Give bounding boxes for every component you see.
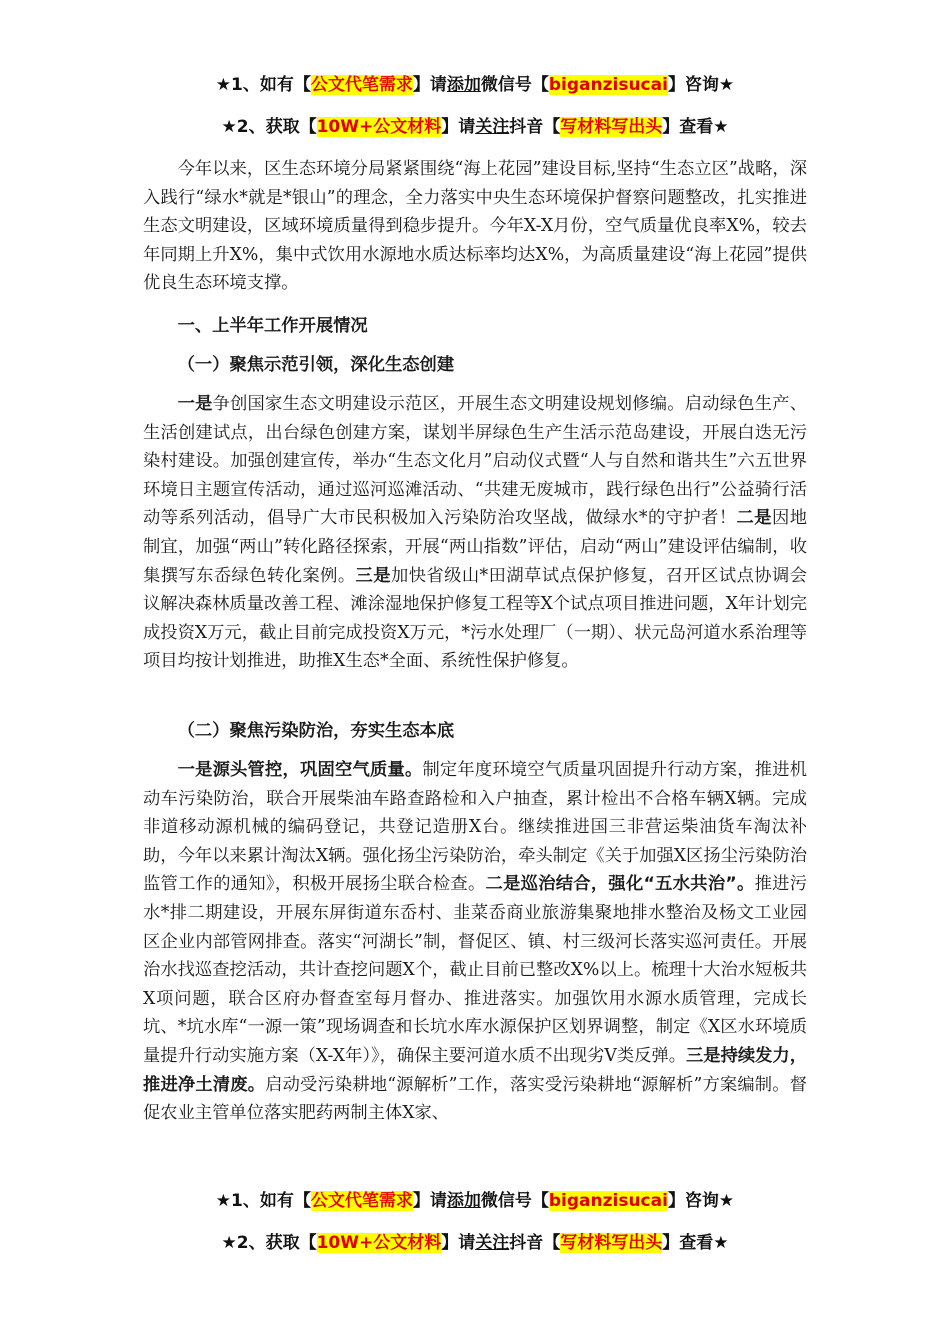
banner-text: ★1、如有【 <box>215 75 311 95</box>
banner-highlight: biganzisucai <box>548 1191 668 1211</box>
banner-text: 微信号【 <box>480 1191 549 1211</box>
paragraph-text: 制定年度环境空气质量巩固提升行动方案，推进机动车污染防治，联合开展柴油车路查路检和入户抽查，累计检出不合格车辆X辆。完成非道移动源机械的编码登记，共登记造册X台。继续推进国三非营运柴油货车淘汰补助，今年以来累计淘汰X辆。强化扬尘污染防治，牵头制定《关于加强X区扬尘污染防治监管工作的通知》，积极开展扬尘联合检查。 <box>143 760 808 895</box>
banner-highlight: 写材料写出头 <box>560 1233 663 1253</box>
paragraph-text: 启动受污染耕地“源解析”工作，落实受污染耕地“源解析”方案编制。督促农业主管单位落实肥药两制主体X家、 <box>143 1074 807 1124</box>
top-banner-line-1 <box>0 70 950 95</box>
banner-text: 】请 <box>412 75 447 95</box>
banner-text: 】查看★ <box>662 117 729 137</box>
bold-lead: 三是 <box>355 565 391 586</box>
paragraph-text: 争创国家生态文明建设示范区，开展生态文明建设规划修编。启动绿色生产、生活创建试点，出台绿色创建方案，谋划半屏绿色生产生活示范岛建设，开展白迭无污染村建设。加强创建宣传，举办“生态文化月”启动仪式暨“人与自然和谐共生”六五世界环境日主题宣传活动，通过巡河巡滩活动、“共建无废城市，践行绿色出行”公益骑行活动等系列活动，倡导广大市民积极加入污染防治攻坚战，做绿水*的守护者！ <box>143 394 807 529</box>
bold-lead: 一是源头管控，巩固空气质量。 <box>177 760 423 780</box>
banner-text: 】请 <box>412 1191 447 1211</box>
top-banner-line-2 <box>0 112 950 137</box>
bold-lead: 一是 <box>177 394 213 414</box>
bottom-banner-line-2 <box>0 1228 950 1253</box>
bold-lead: 二是巡治结合，强化“五水共治”。 <box>485 874 755 895</box>
bottom-banner-line-1 <box>0 1186 950 1211</box>
subsection-1-paragraph <box>143 390 807 676</box>
banner-text: 】查看★ <box>662 1233 729 1253</box>
intro-paragraph: 今年以来，区生态环境分局紧紧围绕“海上花园”建设目标,坚持“生态立区”战略，深入践行“绿水*就是*银山”的理念，全力落实中央生态环境保护督察问题整改，扎实推进生态文明建设，区域环境质量得到稳步提升。今年X-X月份，空气质量优良率X%，较去年同期上升X%，集中式饮用水源地水质达标率均达X%，为高质量建设“海上花园”提供优良生态环境支撑。 <box>143 159 807 294</box>
bold-lead: 二是 <box>736 508 772 529</box>
paragraph-text: 加快省级山*田湖草试点保护修复，召开区试点协调会议解决森林质量改善工程、滩涂湿地保护修复工程等X个试点项目推进问题，X年计划完成投资X万元，截止目前完成投资X万元，*污水处理厂（一期）、状元岛河道水系治理等项目均按计划推进，助推X生态*全面、系统性保护修复。 <box>143 565 808 672</box>
banner-text: ★2、获取【 <box>221 1233 317 1253</box>
subsection-2-paragraph <box>143 756 807 1128</box>
banner-highlight: 10W+公文材料 <box>316 1233 442 1253</box>
banner-text: 】请 <box>441 1233 476 1253</box>
banner-text: 】咨询★ <box>667 1191 735 1211</box>
banner-text: ★1、如有【 <box>215 1191 311 1211</box>
banner-underlined: 关注 <box>475 117 510 137</box>
subsection-heading-1: （一）聚焦示范引领，深化生态创建 <box>177 355 455 375</box>
subsection-heading-2: （二）聚焦污染防治，夯实生态本底 <box>177 721 455 741</box>
banner-text: 】咨询★ <box>667 75 735 95</box>
banner-text: 抖音【 <box>509 1233 561 1253</box>
banner-highlight: 公文代笔需求 <box>310 1191 413 1211</box>
banner-highlight: biganzisucai <box>548 75 668 95</box>
section-heading: 一、上半年工作开展情况 <box>177 316 368 336</box>
banner-underlined: 添加 <box>446 75 481 95</box>
banner-highlight: 公文代笔需求 <box>310 75 413 95</box>
banner-text: 抖音【 <box>509 117 561 137</box>
banner-underlined: 关注 <box>475 1233 510 1253</box>
banner-text: 】请 <box>441 117 476 137</box>
banner-text: 微信号【 <box>480 75 549 95</box>
banner-text: ★2、获取【 <box>221 117 317 137</box>
paragraph-text: 推进污水*排二期建设，开展东屏街道东岙村、韭菜岙商业旅游集聚地排水整治及杨文工业园区企业内部管网排查。落实“河湖长”制，督促区、镇、村三级河长落实巡河责任。开展治水找巡查挖活动，共计查挖问题X个，截止目前已整改X%以上。梳理十大治水短板共X项问题，联合区府办督查室每月督办、推进落实。加强饮用水源水质管理，完成长坑、*坑水库“一源一策”现场调查和长坑水库水源保护区划界调整，制定《X区水环境质量提升行动实施方案（X-X年）》，确保主要河道水质不出现劣Ⅴ类反弹。 <box>143 874 807 1066</box>
banner-highlight: 10W+公文材料 <box>316 117 442 137</box>
banner-highlight: 写材料写出头 <box>560 117 663 137</box>
banner-underlined: 添加 <box>446 1191 481 1211</box>
paragraph-text: 因地制宜，加强“两山”转化路径探索，开展“两山指数”评估，启动“两山”建设评估编制，收集撰写东岙绿色转化案例。 <box>143 508 807 586</box>
bold-lead: 三是持续发力，推进净土清废。 <box>143 1045 807 1095</box>
